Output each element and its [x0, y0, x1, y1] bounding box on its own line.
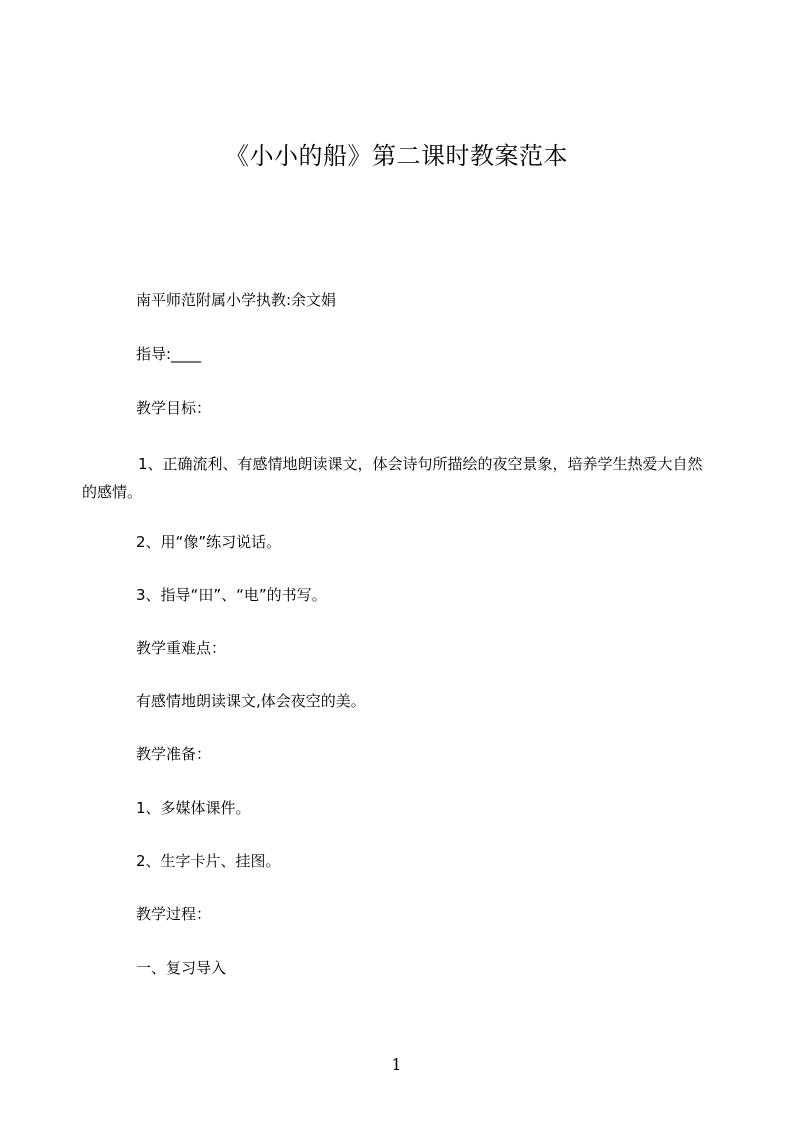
- guide-line: 指导:____: [136, 345, 202, 363]
- process-heading: 教学过程：: [136, 905, 212, 923]
- process-step-1: 一、复习导入: [136, 959, 227, 977]
- goal-2: 2、用“像”练习说话。: [136, 533, 282, 551]
- document-title: 《小小的船》第二课时教案范本: [225, 142, 568, 170]
- goal-1-paragraph: 1、正确流利、有感情地朗读课文，体会诗句所描绘的夜空景象，培养学生热爱大自然的感情。: [82, 455, 703, 501]
- page-number: 1: [391, 1055, 402, 1074]
- key-points-heading: 教学重难点：: [136, 639, 227, 657]
- key-points-text: 有感情地朗读课文,体会夜空的美。: [136, 692, 366, 710]
- author-line: 南平师范附属小学执教:余文娟: [136, 291, 337, 309]
- prep-item-1: 1、多媒体课件。: [136, 799, 251, 817]
- prep-item-2: 2、生字卡片、挂图。: [136, 852, 281, 870]
- goals-heading: 教学目标：: [136, 399, 212, 417]
- goal-3: 3、指导“田”、“电”的书写。: [136, 586, 327, 604]
- prep-heading: 教学准备：: [136, 745, 212, 763]
